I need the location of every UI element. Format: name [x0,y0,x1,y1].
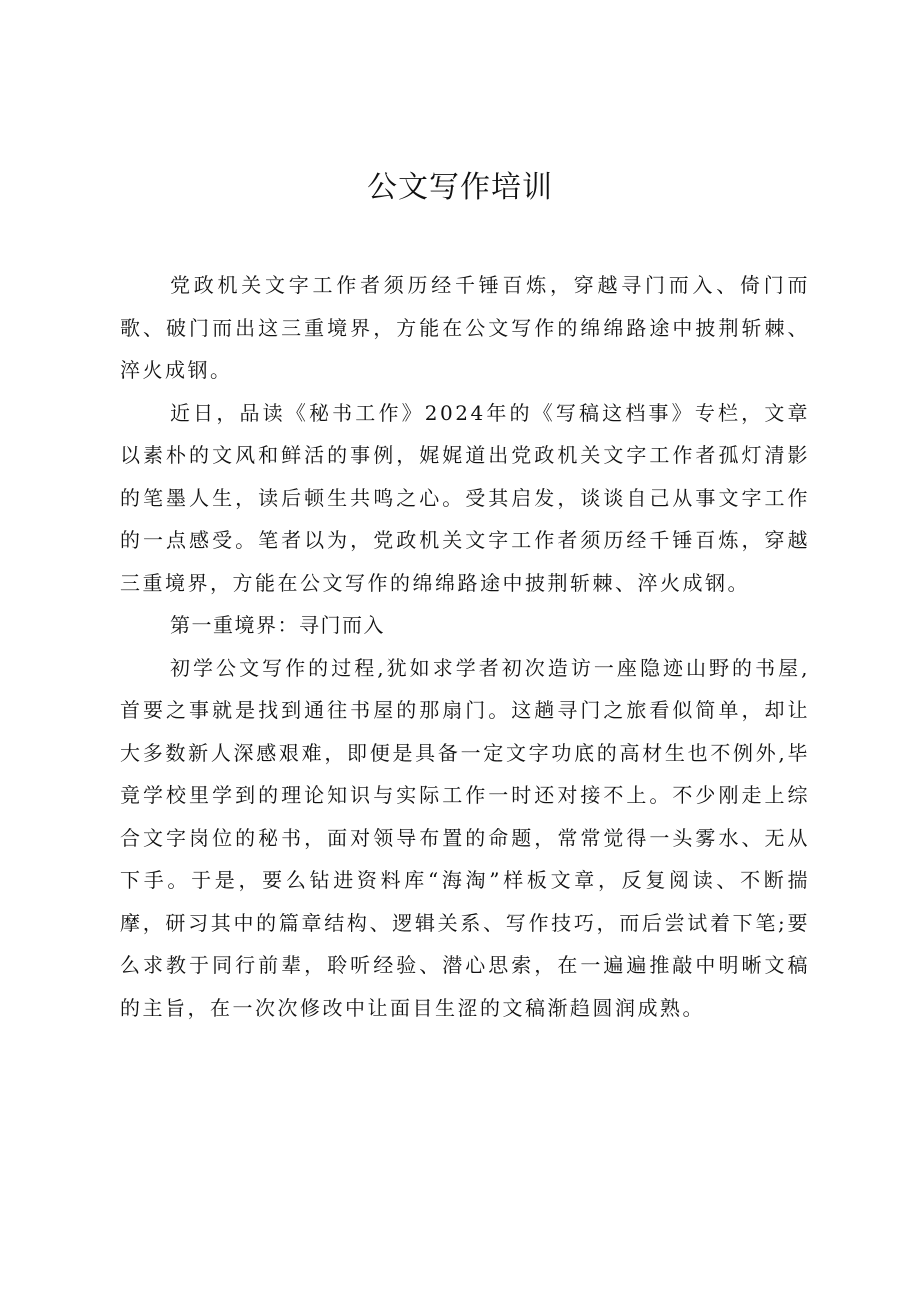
paragraph-reading-notes: 近日，品读《秘书工作》2024年的《写稿这档事》专栏，文章以素朴的文风和鲜活的事例，娓娓道出党政机关文字工作者孤灯清影的笔墨人生，读后顿生共鸣之心。受其启发，谈谈自己从事文字工作的一点感受。笔者以为，党政机关文字工作者须历经千锤百炼，穿越三重境界，方能在公文写作的绵绵路途中披荆斩棘、淬火成钢。 [120,400,810,595]
section-heading-first-realm: 第一重境界：寻门而入 [170,613,385,637]
paragraph-intro: 党政机关文字工作者须历经千锤百炼，穿越寻门而入、倚门而歌、破门而出这三重境界，方能在公文写作的绵绵路途中披荆斩棘、淬火成钢。 [120,273,810,382]
document-body [120,264,810,1029]
document-title: 公文写作培训 [367,170,553,205]
paragraph-first-realm: 初学公文写作的过程,犹如求学者初次造访一座隐迹山野的书屋,首要之事就是找到通往书屋的那扇门。这趟寻门之旅看似简单，却让大多数新人深感艰难，即便是具备一定文字功底的高材生也不例外,毕竟学校里学到的理论知识与实际工作一时还对接不上。不少刚走上综合文字岗位的秘书，面对领导布置的命题，常常觉得一头雾水、无从下手。于是，要么钻进资料库“海淘”样板文章，反复阅读、不断揣摩，研习其中的篇章结构、逻辑关系、写作技巧，而后尝试着下笔;要么求教于同行前辈，聆听经验、潜心思索，在一遍遍推敲中明晰文稿的主旨，在一次次修改中让面目生涩的文稿渐趋圆润成熟。 [120,655,810,1020]
